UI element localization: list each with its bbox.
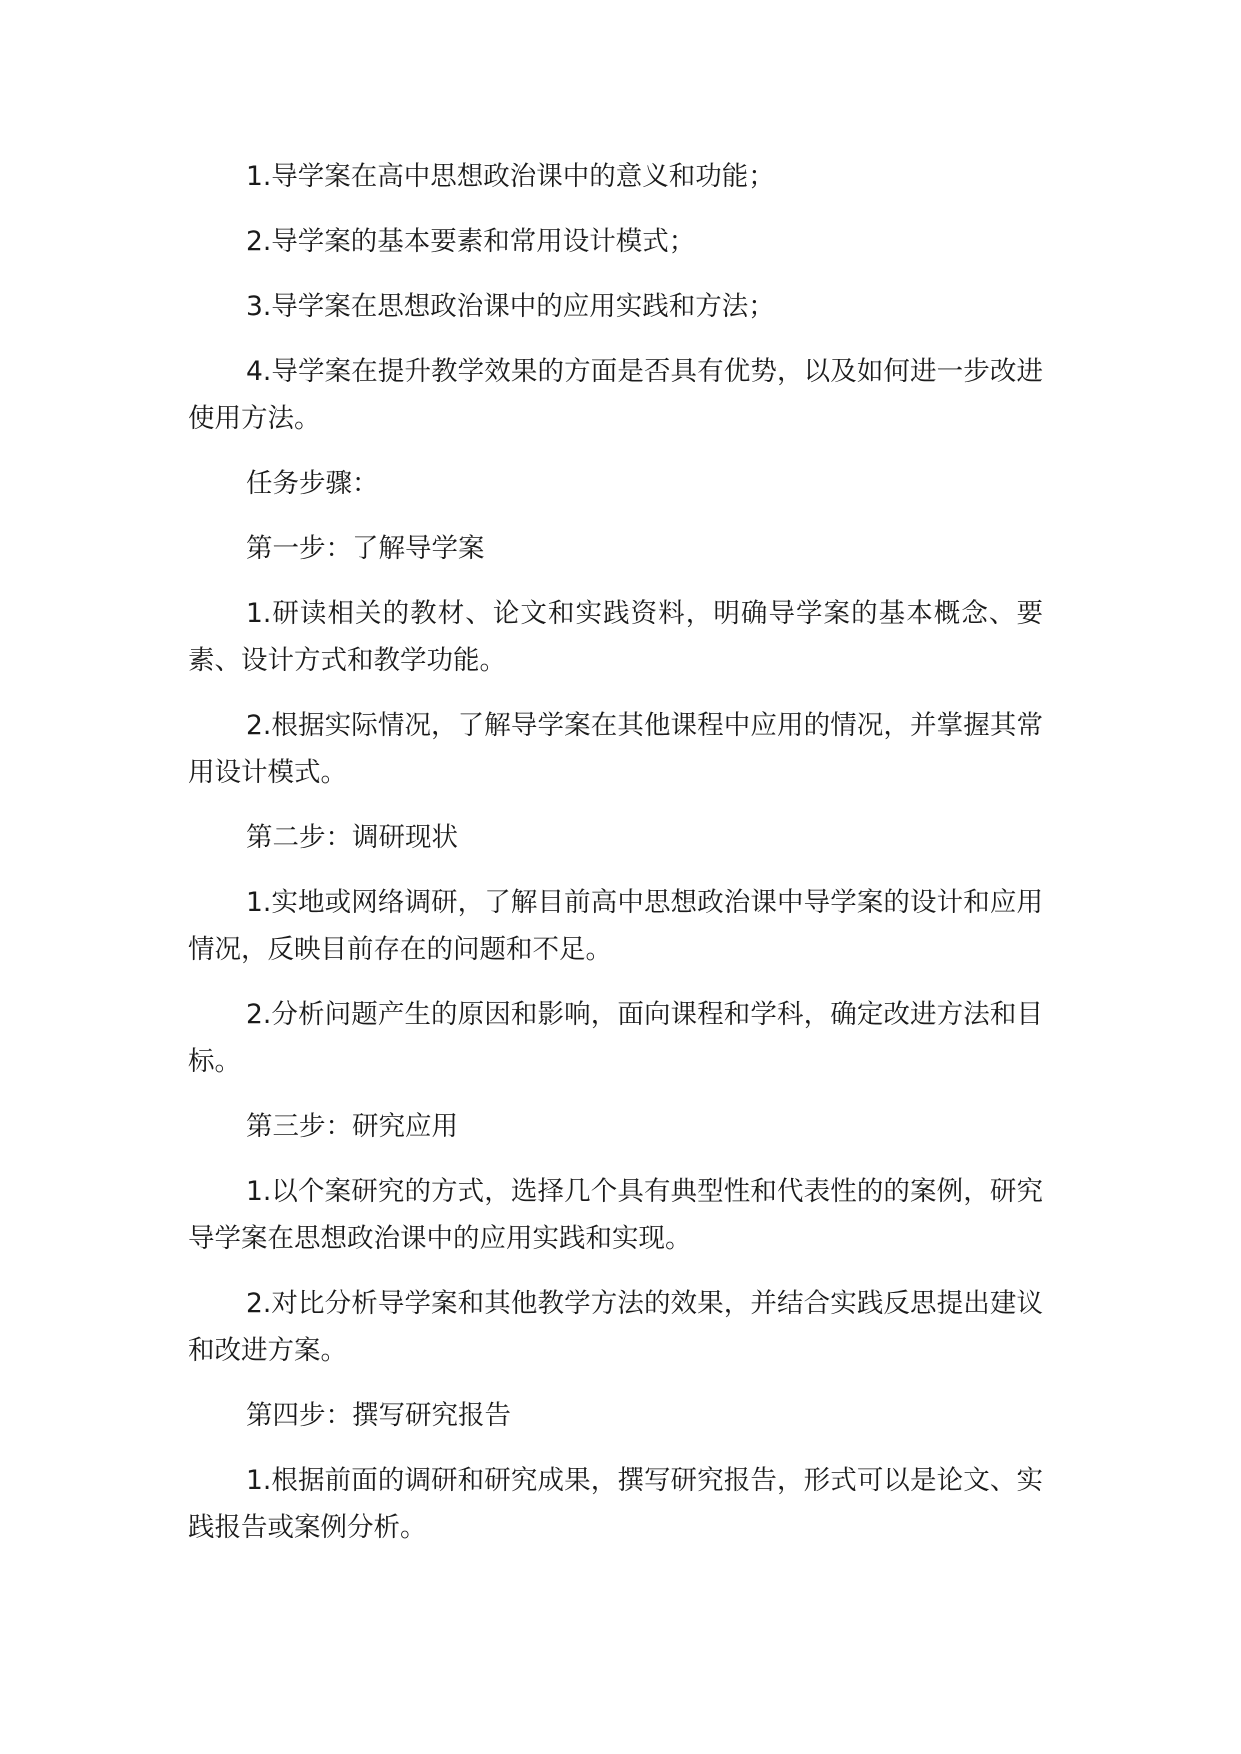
- step-heading: 第四步：撰写研究报告: [246, 1400, 511, 1431]
- section-label: 任务步骤：: [246, 468, 379, 499]
- paragraph: 2.根据实际情况，了解导学案在其他课程中应用的情况，并掌握其常用设计模式。: [188, 710, 1043, 788]
- paragraph: 1.导学案在高中思想政治课中的意义和功能；: [246, 161, 775, 192]
- document-body: [188, 153, 1043, 1569]
- step-heading: 第三步：研究应用: [246, 1111, 458, 1142]
- paragraph: 3.导学案在思想政治课中的应用实践和方法；: [246, 291, 775, 322]
- paragraph: 4.导学案在提升教学效果的方面是否具有优势，以及如何进一步改进使用方法。: [188, 356, 1043, 434]
- paragraph: 1.以个案研究的方式，选择几个具有典型性和代表性的的案例，研究导学案在思想政治课中的应用实践和实现。: [188, 1176, 1043, 1254]
- paragraph: 1.根据前面的调研和研究成果，撰写研究报告，形式可以是论文、实践报告或案例分析。: [188, 1465, 1043, 1543]
- step-heading: 第一步：了解导学案: [246, 533, 485, 564]
- paragraph: 2.导学案的基本要素和常用设计模式；: [246, 226, 696, 257]
- paragraph: 1.研读相关的教材、论文和实践资料，明确导学案的基本概念、要素、设计方式和教学功能。: [188, 598, 1043, 676]
- paragraph: 1.实地或网络调研，了解目前高中思想政治课中导学案的设计和应用情况，反映目前存在的问题和不足。: [188, 887, 1043, 965]
- paragraph: 2.对比分析导学案和其他教学方法的效果，并结合实践反思提出建议和改进方案。: [188, 1288, 1043, 1366]
- paragraph: 2.分析问题产生的原因和影响，面向课程和学科，确定改进方法和目标。: [188, 999, 1043, 1077]
- step-heading: 第二步：调研现状: [246, 822, 458, 853]
